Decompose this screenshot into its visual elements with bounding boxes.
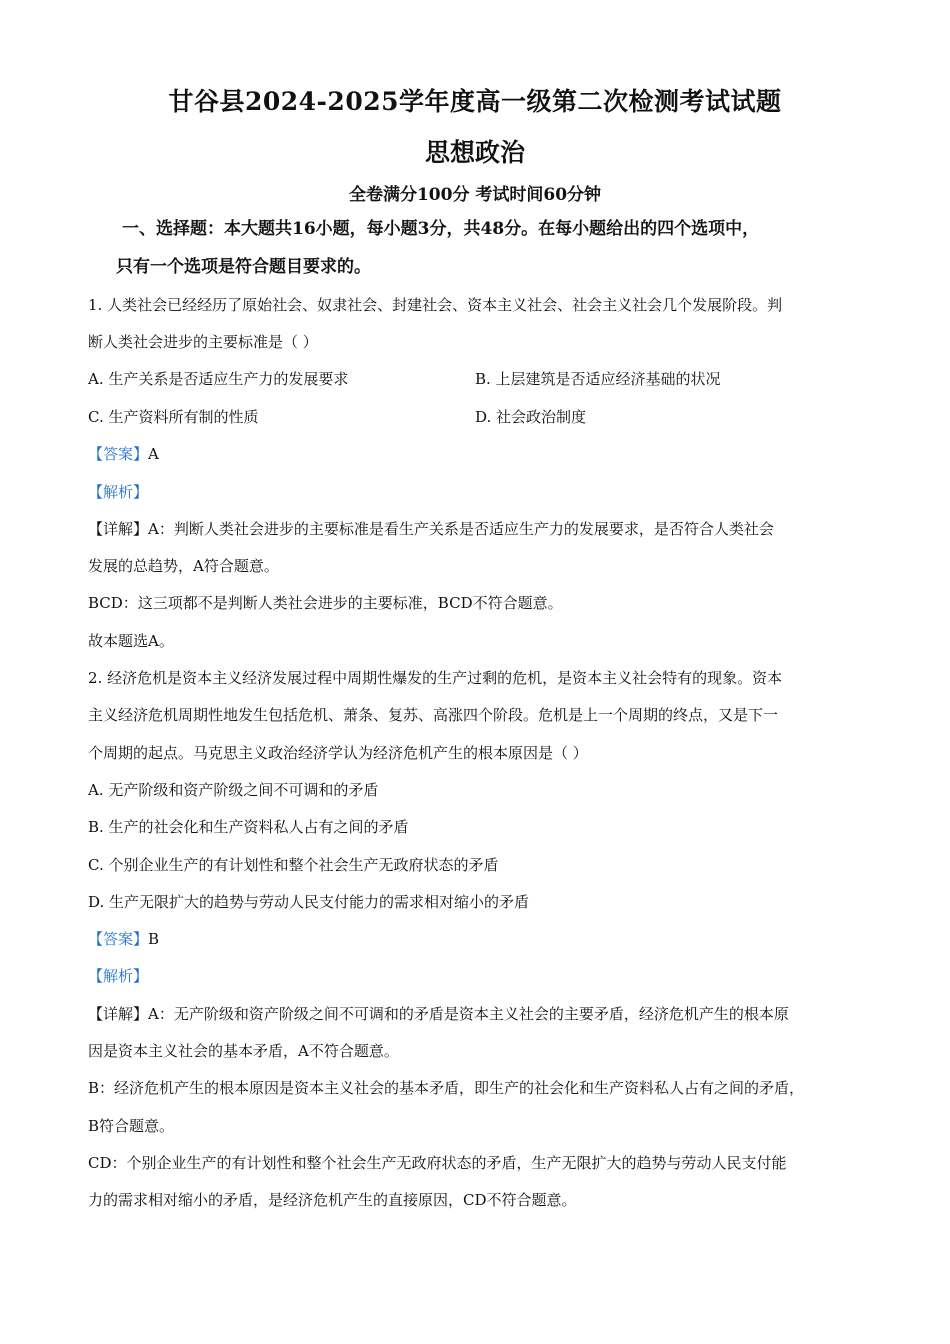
q2-detail-line-2: 因是资本主义社会的基本矛盾，A不符合题意。 bbox=[88, 1042, 399, 1060]
q1-answer-value: A bbox=[148, 445, 159, 463]
q1-answer bbox=[88, 443, 159, 464]
q2-detail-line-4: B符合题意。 bbox=[88, 1117, 175, 1135]
q2-option-b: B. 生产的社会化和生产资料私人占有之间的矛盾 bbox=[88, 818, 409, 836]
exam-title: 甘谷县2024-2025学年度高一级第二次检测考试试题 bbox=[168, 87, 782, 116]
q2-detail-line-1: 【详解】A：无产阶级和资产阶级之间不可调和的矛盾是资本主义社会的主要矛盾，经济危机产生的根本原 bbox=[88, 1005, 789, 1023]
q2-analysis-tag: 【解析】 bbox=[88, 967, 149, 985]
q1-detail-line-1: 【详解】A：判断人类社会进步的主要标准是看生产关系是否适应生产力的发展要求，是否符合人类社会 bbox=[88, 520, 774, 538]
section-heading-line-1: 一、选择题：本大题共16小题，每小题3分，共48分。在每小题给出的四个选项中， bbox=[122, 219, 760, 239]
q1-option-d: D. 社会政治制度 bbox=[475, 408, 587, 426]
q2-option-c: C. 个别企业生产的有计划性和整个社会生产无政府状态的矛盾 bbox=[88, 856, 499, 874]
q2-detail-line-3: B：经济危机产生的根本原因是资本主义社会的基本矛盾，即生产的社会化和生产资料私人占有之间的矛盾， bbox=[88, 1079, 805, 1097]
q1-stem-line-2: 断人类社会进步的主要标准是（ ） bbox=[88, 333, 318, 351]
subject-title: 思想政治 bbox=[424, 138, 525, 167]
section-heading-line-2: 只有一个选项是符合题目要求的。 bbox=[116, 257, 371, 277]
q2-option-a: A. 无产阶级和资产阶级之间不可调和的矛盾 bbox=[88, 781, 379, 799]
q2-answer-value: B bbox=[148, 930, 160, 948]
q1-detail-line-4: 故本题选A。 bbox=[88, 632, 174, 650]
q2-detail-line-6: 力的需求相对缩小的矛盾，是经济危机产生的直接原因，CD不符合题意。 bbox=[88, 1191, 577, 1209]
q1-analysis-tag: 【解析】 bbox=[88, 483, 149, 501]
q1-option-c: C. 生产资料所有制的性质 bbox=[88, 408, 259, 426]
q2-stem-line-2: 主义经济危机周期性地发生包括危机、萧条、复苏、高涨四个阶段。危机是上一个周期的终点，又是下一 bbox=[88, 706, 779, 724]
section-heading bbox=[116, 210, 867, 286]
exam-info: 全卷满分100分 考试时间60分钟 bbox=[348, 185, 602, 205]
q1-answer-tag: 【答案】 bbox=[88, 445, 149, 463]
q2-stem-line-3: 个周期的起点。马克思主义政治经济学认为经济危机产生的根本原因是（ ） bbox=[88, 744, 588, 762]
q1-detail-line-2: 发展的总趋势，A符合题意。 bbox=[88, 557, 279, 575]
q2-stem-line-1: 2. 经济危机是资本主义经济发展过程中周期性爆发的生产过剩的危机，是资本主义社会特有的现象。资本 bbox=[88, 669, 783, 687]
q2-option-d: D. 生产无限扩大的趋势与劳动人民支付能力的需求相对缩小的矛盾 bbox=[88, 893, 530, 911]
q2-answer-tag: 【答案】 bbox=[88, 930, 149, 948]
q1-option-a: A. 生产关系是否适应生产力的发展要求 bbox=[88, 370, 349, 388]
q1-option-b: B. 上层建筑是否适应经济基础的状况 bbox=[475, 370, 721, 388]
q2-answer bbox=[88, 928, 159, 949]
q1-stem-line-1: 1. 人类社会已经经历了原始社会、奴隶社会、封建社会、资本主义社会、社会主义社会几个发展阶段。判 bbox=[88, 296, 783, 314]
q2-detail-line-5: CD：个别企业生产的有计划性和整个社会生产无政府状态的矛盾，生产无限扩大的趋势与劳动人民支付能 bbox=[88, 1154, 787, 1172]
q1-detail-line-3: BCD：这三项都不是判断人类社会进步的主要标准，BCD不符合题意。 bbox=[88, 594, 563, 612]
